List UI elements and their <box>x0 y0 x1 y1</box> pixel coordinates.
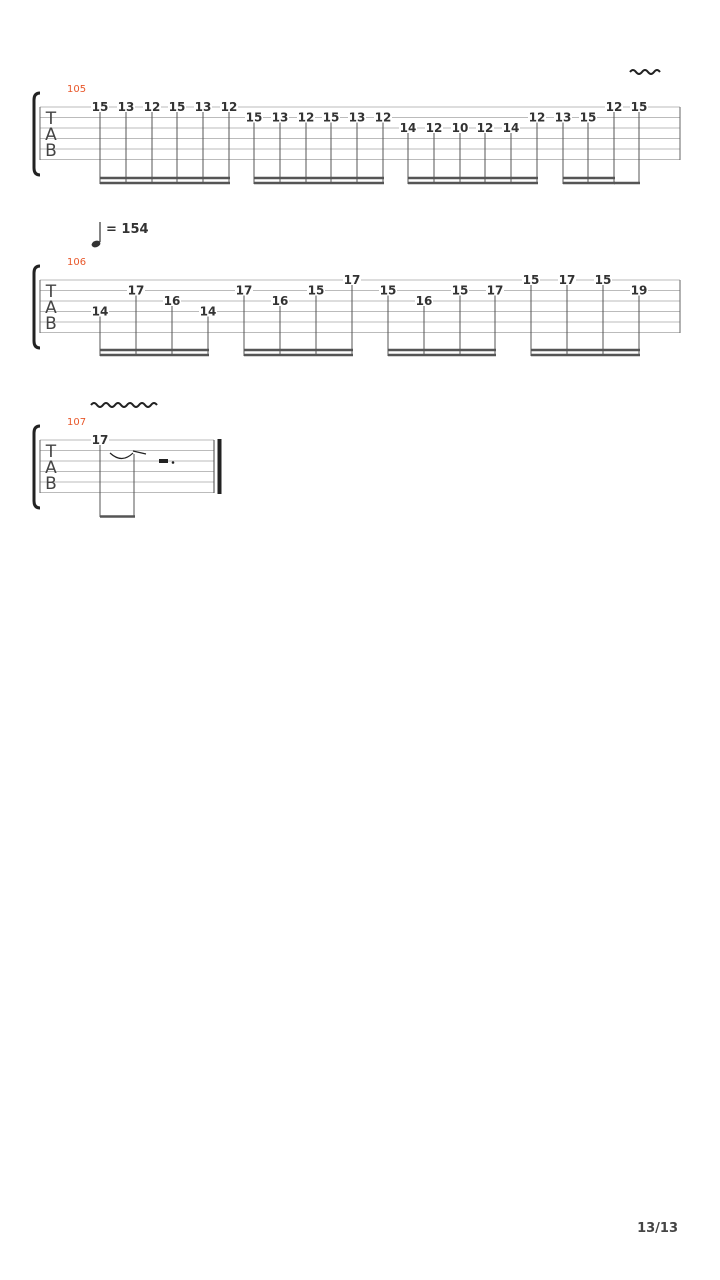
fret-number: 15 <box>522 273 540 287</box>
measure-number: 107 <box>67 417 87 428</box>
system-bracket <box>34 266 40 348</box>
system-bracket <box>34 426 40 508</box>
fret-number: 13 <box>117 100 135 114</box>
fret-number: 12 <box>143 100 161 114</box>
vibrato-mark <box>630 70 660 74</box>
measure-number: 105 <box>67 84 87 95</box>
fret-number: 13 <box>554 110 572 125</box>
fret-number: 12 <box>476 121 494 135</box>
fret-number: 19 <box>630 283 648 298</box>
fret-number: 15 <box>307 283 325 298</box>
fret-number: 12 <box>297 110 315 125</box>
clef-a: A <box>45 458 57 478</box>
clef-a: A <box>45 125 57 145</box>
fret-number: 15 <box>630 100 648 114</box>
fret-number: 13 <box>194 100 212 114</box>
fret-number: 10 <box>451 121 469 135</box>
fret-number: 15 <box>579 110 597 125</box>
half-rest <box>159 459 168 463</box>
tab-system-3 <box>0 370 720 540</box>
fret-number: 12 <box>220 100 238 114</box>
fret-number: 17 <box>343 273 361 287</box>
tab-staff <box>0 200 720 370</box>
slide-line <box>133 451 146 454</box>
fret-number: 12 <box>605 100 623 114</box>
fret-number: 15 <box>245 110 263 125</box>
fret-number: 14 <box>199 304 217 319</box>
fret-number: 12 <box>374 110 392 125</box>
fret-number: 17 <box>127 283 145 298</box>
page-number: 13/13 <box>637 1221 678 1236</box>
fret-number: 16 <box>415 294 433 308</box>
fret-number: 16 <box>271 294 289 308</box>
clef-b: B <box>45 141 57 161</box>
fret-number: 17 <box>235 283 253 298</box>
fret-number: 16 <box>163 294 181 308</box>
fret-number: 14 <box>91 304 109 319</box>
clef-t: T <box>45 282 57 302</box>
fret-number: 15 <box>594 273 612 287</box>
tie-curve <box>110 453 133 459</box>
tab-system-2 <box>0 200 720 370</box>
clef-a: A <box>45 298 57 318</box>
fret-number: 13 <box>348 110 366 125</box>
system-bracket <box>34 93 40 175</box>
clef-t: T <box>45 442 57 462</box>
fret-number: 15 <box>168 100 186 114</box>
fret-number: 12 <box>425 121 443 135</box>
rest-dot <box>172 461 175 464</box>
fret-number: 14 <box>502 121 520 135</box>
fret-number: 15 <box>91 100 109 114</box>
fret-number: 13 <box>271 110 289 125</box>
tab-staff <box>0 370 720 540</box>
fret-number: 17 <box>558 273 576 287</box>
tempo-marking: = 154 <box>106 222 149 237</box>
fret-number: 15 <box>451 283 469 298</box>
clef-b: B <box>45 314 57 334</box>
tab-system-1 <box>0 0 720 200</box>
fret-number: 15 <box>379 283 397 298</box>
vibrato-mark <box>91 403 157 407</box>
fret-number: 12 <box>528 110 546 125</box>
fret-number: 14 <box>399 121 417 135</box>
fret-number: 15 <box>322 110 340 125</box>
clef-b: B <box>45 474 57 494</box>
fret-number: 17 <box>486 283 504 298</box>
fret-number: 17 <box>91 433 109 447</box>
measure-number: 106 <box>67 257 87 268</box>
tab-staff <box>0 0 720 200</box>
clef-t: T <box>45 109 57 129</box>
